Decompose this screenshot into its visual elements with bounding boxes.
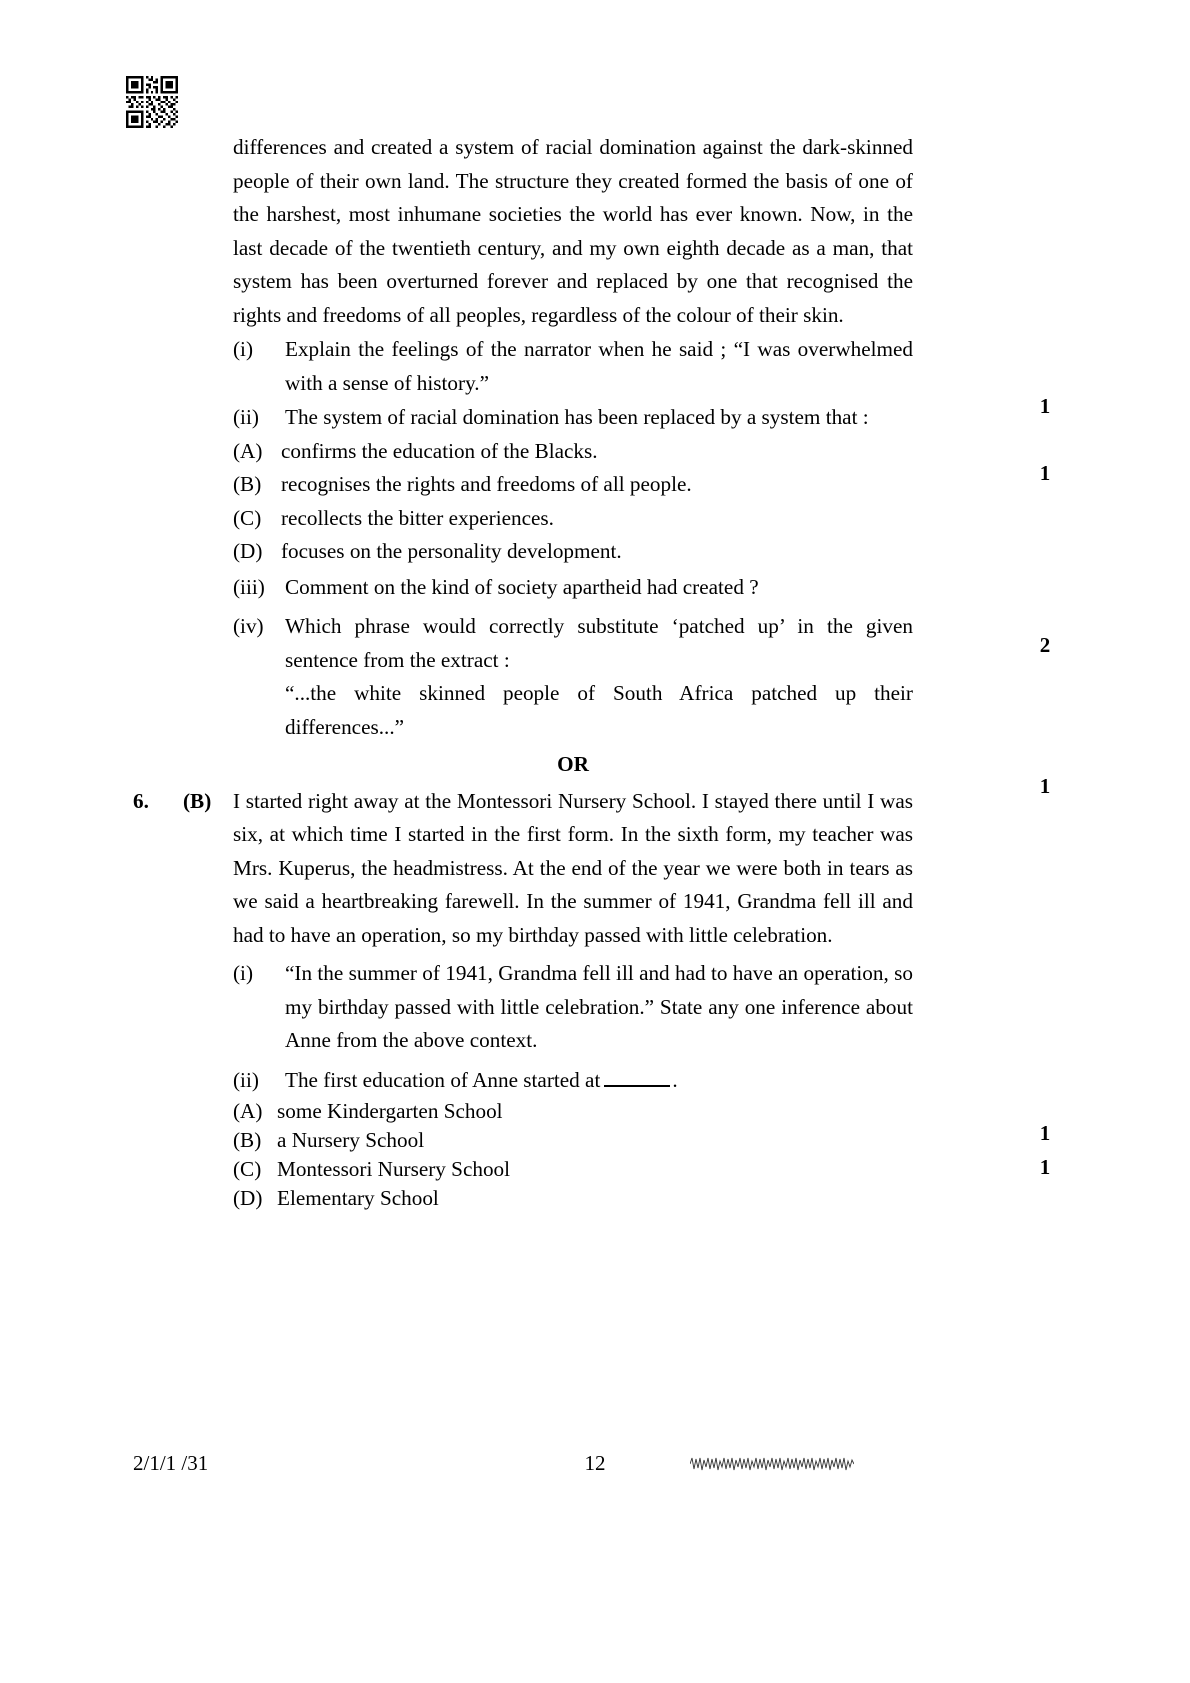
question-paper-content	[133, 131, 913, 1213]
option-b-label: recognises the rights and freedoms of all people.	[281, 472, 692, 496]
option-b-c[interactable]	[233, 1155, 913, 1184]
marks-question-iv: 1	[1039, 774, 1051, 798]
page-footer	[0, 1448, 1190, 1488]
qr-code	[126, 76, 178, 128]
marks-question-b-ii: 1	[1039, 1155, 1051, 1179]
question-6-number: 6.	[133, 788, 149, 813]
option-a-label: confirms the education of the Blacks.	[281, 438, 598, 463]
question-iii	[233, 571, 913, 605]
question-b-ii	[233, 1064, 913, 1098]
question-i	[233, 333, 913, 400]
question-iv-marker: (iv)	[233, 614, 264, 638]
marks-question-ii: 1	[1039, 461, 1051, 485]
question-b-ii-text	[285, 1064, 913, 1098]
question-iv-quote: “...the white skinned people of South Africa patched up their differences...”	[285, 681, 913, 739]
question-iii-text: Comment on the kind of society apartheid had created ?	[285, 574, 759, 599]
question-iii-marker: (iii)	[233, 574, 265, 599]
question-b-ii-text-before: The first education of Anne started at	[285, 1067, 601, 1092]
extract-b-paragraph: I started right away at the Montessori Nursery School. I stayed there until I was six, at which time I started in the first form. In the sixth form, my teacher was Mrs. Kuperus, the headmistress. At the end of the year we were both in tears as we said a heartbreaking farewell. In the summer of 1941, Grandma fell ill and had to have an operation, so my birthday passed with little celebration.	[233, 788, 913, 947]
option-b-a[interactable]	[233, 1097, 913, 1126]
option-b-d-label: Elementary School	[277, 1186, 439, 1210]
question-6b-block	[133, 785, 913, 953]
option-b-a-marker: (A)	[233, 1099, 263, 1123]
question-ii-text: The system of racial domination has been replaced by a system that :	[285, 405, 869, 429]
option-b[interactable]	[233, 468, 913, 502]
question-b-i-text: “In the summer of 1941, Grandma fell ill and had to have an operation, so my birthday passed with little celebration.” State any one inference about Anne from the above context.	[285, 961, 913, 1052]
option-d-marker: (D)	[233, 539, 263, 563]
question-b-i	[233, 957, 913, 1058]
option-b-c-marker: (C)	[233, 1157, 262, 1181]
question-b-ii-marker: (ii)	[233, 1067, 259, 1092]
question-b-i-marker: (i)	[233, 961, 253, 985]
question-b-ii-options	[233, 1097, 913, 1213]
option-c-label: recollects the bitter experiences.	[281, 505, 554, 530]
marks-question-iii: 2	[1039, 633, 1051, 657]
page-number: 12	[584, 1451, 606, 1475]
option-b-b[interactable]	[233, 1126, 913, 1155]
option-b-b-marker: (B)	[233, 1128, 262, 1152]
marks-question-i: 1	[1039, 394, 1051, 418]
question-ii	[233, 401, 913, 435]
question-ii-options	[233, 435, 913, 569]
question-i-text: Explain the feelings of the narrator when he said ; “I was overwhelmed with a sense of history.”	[285, 337, 913, 395]
or-divider: OR	[557, 752, 589, 776]
option-b-d[interactable]	[233, 1184, 913, 1213]
option-b-d-marker: (D)	[233, 1186, 263, 1210]
option-d[interactable]	[233, 535, 913, 569]
question-iv-text: Which phrase would correctly substitute ‘patched up’ in the given sentence from the extract :	[285, 614, 913, 672]
option-b-c-label: Montessori Nursery School	[277, 1157, 511, 1181]
marks-question-b-i: 1	[1039, 1121, 1051, 1145]
option-d-label: focuses on the personality development.	[281, 539, 622, 563]
question-ii-marker: (ii)	[233, 405, 259, 429]
option-b-a-label: some Kindergarten School	[277, 1099, 503, 1123]
squiggle-watermark-icon	[690, 1456, 854, 1472]
extract-a-paragraph: differences and created a system of racial domination against the dark-skinned people of their own land. The structure they created formed the basis of one of the harshest, most inhumane societies the world has ever known. Now, in the last decade of the twentieth century, and my own eighth decade as a man, that system has been overturned forever and replaced by one that recognised the rights and freedoms of all peoples, regardless of the colour of their skin.	[233, 135, 913, 327]
option-b-marker: (B)	[233, 472, 262, 496]
question-i-marker: (i)	[233, 337, 253, 361]
question-6-option-letter: (B)	[183, 788, 212, 813]
paper-code: 2/1/1 /31	[133, 1451, 209, 1475]
option-a[interactable]	[233, 435, 913, 469]
fill-in-blank[interactable]	[604, 1070, 670, 1087]
option-a-marker: (A)	[233, 438, 263, 463]
question-iv	[233, 610, 913, 744]
option-c-marker: (C)	[233, 505, 262, 530]
question-b-ii-text-after: .	[672, 1067, 678, 1092]
option-b-b-label: a Nursery School	[277, 1128, 425, 1152]
option-c[interactable]	[233, 502, 913, 536]
